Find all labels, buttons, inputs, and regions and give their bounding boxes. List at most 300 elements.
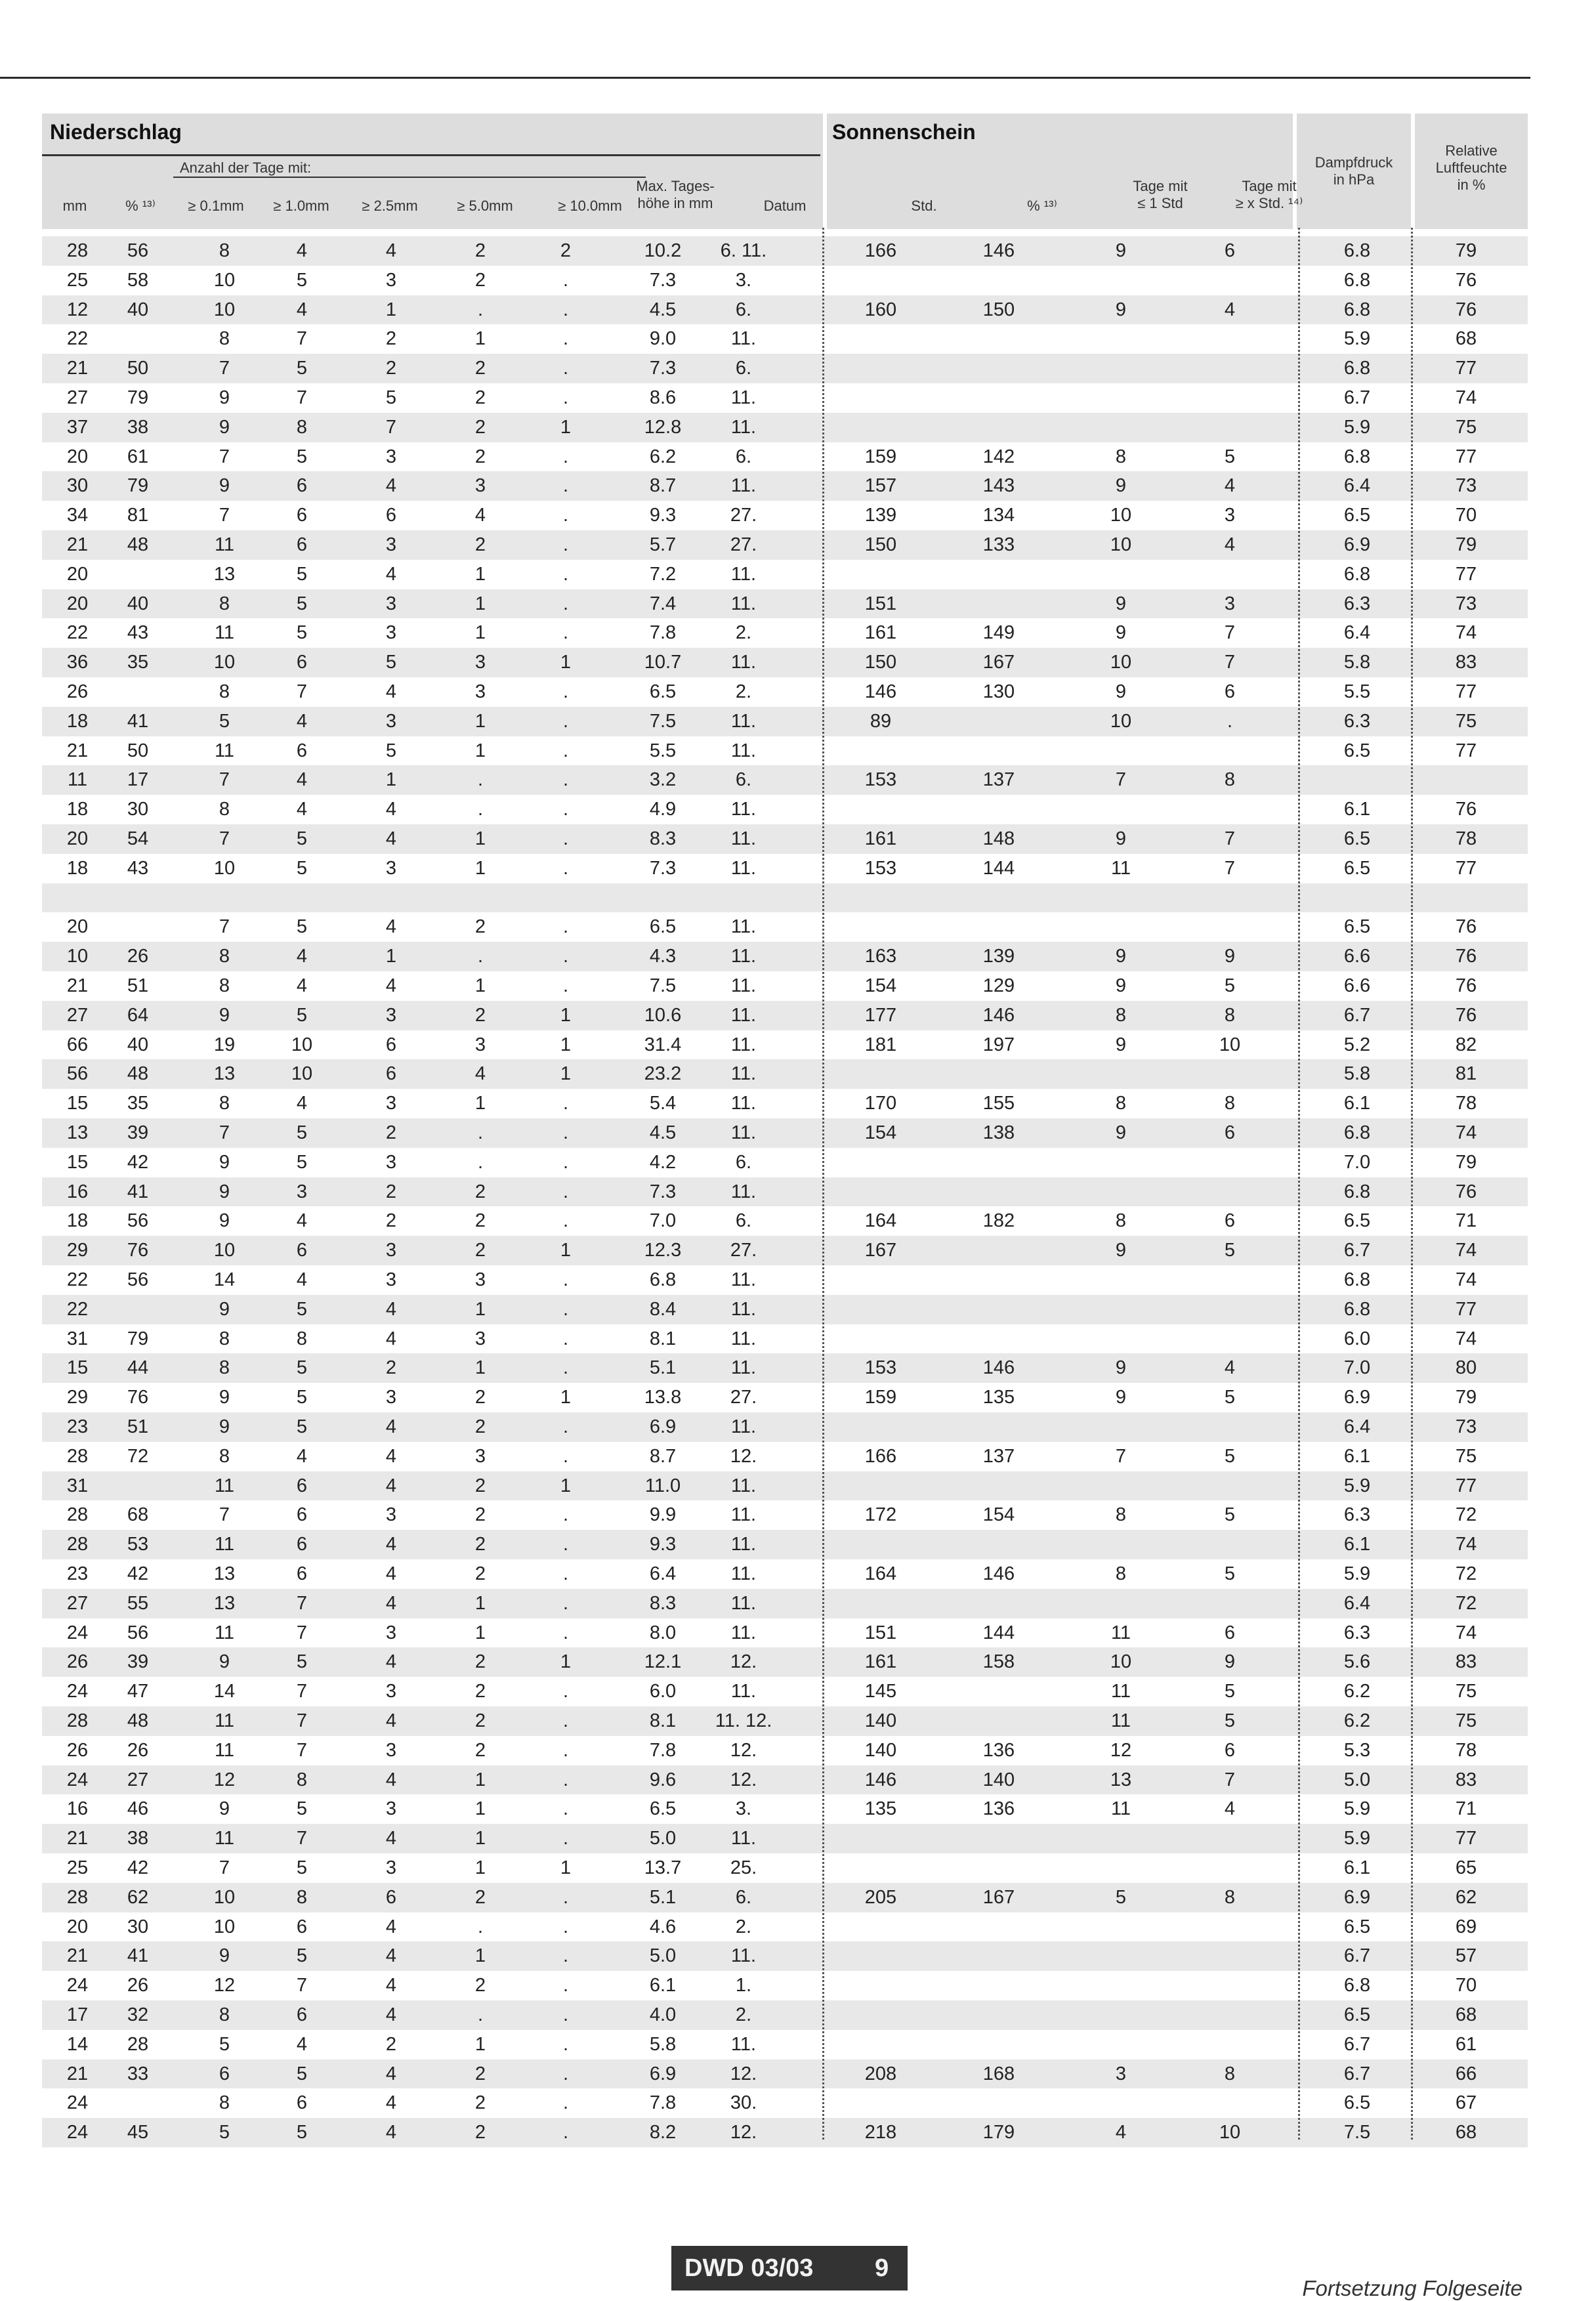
cell-sonne-pct xyxy=(959,1471,1038,1501)
cell-std: 160 xyxy=(864,299,897,320)
cell-ge-1-0: 5 xyxy=(296,446,308,467)
cell-pct xyxy=(98,883,177,913)
cell-tage-gex xyxy=(1190,1265,1269,1295)
cell-ge-2-5: 3 xyxy=(385,1681,397,1702)
cell-ge-2-5: 7 xyxy=(385,416,397,438)
cell-ge-0-1: 9 xyxy=(219,1651,230,1673)
cell-ge-5-0: 1 xyxy=(474,1828,486,1849)
cell-ge-2-5: 4 xyxy=(385,2092,397,2114)
cell-rel-feuchte: 75 xyxy=(1455,1710,1477,1731)
col-tage-gex-line2: ≥ x Std. ¹⁴⁾ xyxy=(1235,195,1303,211)
cell-dampfdruck: 5.9 xyxy=(1343,1475,1371,1496)
table-row xyxy=(42,1794,1528,1824)
cell-ge-5-0: 2 xyxy=(474,1534,486,1555)
cell-mm: 20 xyxy=(66,593,89,614)
cell-tage-le1 xyxy=(1082,1265,1160,1295)
cell-tage-gex xyxy=(1190,795,1269,824)
cell-datum: 6. xyxy=(735,1210,752,1232)
cell-pct: 42 xyxy=(127,1563,149,1584)
cell-mm: 24 xyxy=(66,1769,89,1790)
cell-tage-le1: 11 xyxy=(1110,1622,1131,1643)
cell-ge-0-1: 10 xyxy=(213,269,236,291)
cell-datum: 11. xyxy=(730,563,757,585)
cell-mm: 20 xyxy=(66,828,89,849)
cell-ge-5-0: 2 xyxy=(474,1886,486,1908)
cell-ge-2-5: 2 xyxy=(385,358,397,379)
cell-ge-10-0: . xyxy=(562,1357,569,1379)
table-row xyxy=(42,1412,1528,1442)
cell-std: 146 xyxy=(864,681,897,702)
cell-tage-le1: 4 xyxy=(1115,2122,1127,2143)
cell-max-tageshoehe: 6.9 xyxy=(649,2063,677,2084)
cell-mm: 20 xyxy=(66,1916,89,1937)
cell-ge-1-0: 7 xyxy=(296,1592,308,1614)
cell-tage-gex: 5 xyxy=(1224,1681,1236,1702)
cell-mm: 21 xyxy=(66,740,89,761)
cell-ge-1-0: 7 xyxy=(296,1739,308,1761)
cell-dampfdruck: 6.9 xyxy=(1343,534,1371,555)
cell-ge-0-1: 19 xyxy=(213,1034,236,1055)
cell-rel-feuchte: 71 xyxy=(1455,1798,1477,1820)
cell-ge-5-0: . xyxy=(477,1916,484,1937)
cell-ge-0-1: 5 xyxy=(219,710,230,732)
cell-max-tageshoehe: 5.7 xyxy=(649,534,677,555)
cell-std: 205 xyxy=(864,1886,897,1908)
cell-ge-5-0: 2 xyxy=(474,1004,486,1026)
cell-tage-le1: 9 xyxy=(1115,1034,1127,1055)
cell-mm: 22 xyxy=(66,328,89,350)
cell-ge-2-5: 4 xyxy=(385,1475,397,1496)
table-row xyxy=(42,765,1528,795)
cell-tage-le1: 3 xyxy=(1115,2063,1127,2084)
cell-ge-0-1: 7 xyxy=(219,1504,230,1526)
cell-std xyxy=(841,912,920,942)
cell-std: 166 xyxy=(864,240,897,261)
cell-mm: 14 xyxy=(66,2033,89,2055)
cell-max-tageshoehe: 31.4 xyxy=(644,1034,682,1055)
cell-mm: 26 xyxy=(66,681,89,702)
cell-ge-0-1: 9 xyxy=(219,1210,230,1232)
cell-dampfdruck: 7.5 xyxy=(1343,2122,1371,2143)
cell-pct: 56 xyxy=(127,1210,149,1232)
cell-max-tageshoehe: 12.3 xyxy=(644,1240,682,1261)
cell-ge-1-0: 4 xyxy=(296,710,308,732)
cell-tage-gex: 6 xyxy=(1224,1122,1236,1143)
cell-ge-2-5: 4 xyxy=(385,1534,397,1555)
cell-ge-1-0: 5 xyxy=(296,358,308,379)
cell-tage-le1: 9 xyxy=(1115,681,1127,702)
cell-tage-le1 xyxy=(1082,1971,1160,2000)
cell-tage-gex: 4 xyxy=(1224,534,1236,555)
cell-max-tageshoehe: 11.0 xyxy=(644,1475,681,1496)
cell-datum: 11. xyxy=(730,710,757,732)
cell-ge-5-0: 2 xyxy=(474,269,486,291)
cell-ge-1-0: 8 xyxy=(296,416,308,438)
cell-ge-0-1: 8 xyxy=(219,1445,230,1467)
cell-ge-1-0: 5 xyxy=(296,1357,308,1379)
cell-ge-10-0: . xyxy=(562,975,569,996)
col-ge-2-5: ≥ 2.5mm xyxy=(362,198,418,214)
cell-ge-10-0: . xyxy=(562,1622,569,1643)
cell-rel-feuchte: 67 xyxy=(1455,2092,1477,2114)
cell-ge-10-0: 1 xyxy=(560,1857,572,1878)
cell-ge-5-0: 2 xyxy=(474,1181,486,1202)
cell-mm: 29 xyxy=(66,1240,89,1261)
cell-max-tageshoehe: 10.6 xyxy=(644,1004,682,1026)
cell-tage-le1: 10 xyxy=(1110,652,1132,673)
cell-ge-2-5: 4 xyxy=(385,799,397,820)
cell-pct xyxy=(98,1471,177,1501)
cell-mm: 21 xyxy=(66,2063,89,2084)
cell-ge-5-0: 2 xyxy=(474,358,486,379)
cell-pct: 56 xyxy=(127,240,149,261)
cell-ge-1-0: 6 xyxy=(296,475,308,497)
cell-ge-1-0: 5 xyxy=(296,1122,308,1143)
cell-datum: 11. xyxy=(730,946,757,967)
cell-ge-0-1: 8 xyxy=(219,1093,230,1114)
cell-ge-2-5: 4 xyxy=(385,1298,397,1320)
cell-ge-10-0: 1 xyxy=(560,1475,572,1496)
cell-ge-1-0: 8 xyxy=(296,1328,308,1349)
cell-ge-2-5: 3 xyxy=(385,1004,397,1026)
cell-ge-2-5: 4 xyxy=(385,1328,397,1349)
cell-tage-le1 xyxy=(1082,1324,1160,1354)
cell-tage-gex: 7 xyxy=(1224,828,1236,849)
cell-dampfdruck: 5.9 xyxy=(1343,328,1371,350)
cell-tage-gex xyxy=(1190,266,1269,295)
cell-std: 139 xyxy=(864,505,897,526)
cell-dampfdruck: 6.1 xyxy=(1343,1445,1371,1467)
cell-std: 159 xyxy=(864,446,897,467)
cell-dampfdruck: 6.1 xyxy=(1343,799,1371,820)
cell-dampfdruck: 6.7 xyxy=(1343,387,1371,408)
cell-sonne-pct: 155 xyxy=(982,1093,1015,1114)
cell-mm: 15 xyxy=(66,1357,89,1379)
cell-datum: 3. xyxy=(735,269,752,291)
table-row xyxy=(42,471,1528,501)
cell-ge-10-0: . xyxy=(562,828,569,849)
cell-ge-0-1: 8 xyxy=(219,2092,230,2114)
cell-ge-10-0: . xyxy=(562,1592,569,1614)
cell-ge-2-5: 3 xyxy=(385,1269,397,1290)
cell-tage-le1: 11 xyxy=(1110,857,1131,879)
col-rel-line1: Relative xyxy=(1445,142,1498,159)
cell-ge-5-0: 2 xyxy=(474,2092,486,2114)
cell-ge-10-0: . xyxy=(562,1328,569,1349)
cell-tage-gex: . xyxy=(1227,710,1233,732)
table-row xyxy=(42,1030,1528,1060)
cell-sonne-pct: 136 xyxy=(982,1739,1015,1761)
cell-tage-le1 xyxy=(1082,383,1160,413)
cell-ge-10-0: 1 xyxy=(560,652,572,673)
cell-datum: 11. xyxy=(730,1328,757,1349)
cell-ge-1-0: 4 xyxy=(296,240,308,261)
cell-rel-feuchte: 75 xyxy=(1455,416,1477,438)
cell-rel-feuchte: 76 xyxy=(1455,1004,1477,1026)
table-row xyxy=(42,971,1528,1001)
cell-max-tageshoehe: 9.6 xyxy=(649,1769,677,1790)
cell-max-tageshoehe: 12.1 xyxy=(644,1651,682,1673)
cell-pct: 68 xyxy=(127,1504,149,1526)
cell-tage-gex xyxy=(1190,1177,1269,1207)
cell-ge-1-0: 7 xyxy=(296,1681,308,1702)
cell-std: 218 xyxy=(864,2122,897,2143)
cell-rel-feuchte: 78 xyxy=(1455,828,1477,849)
section-title-sonnenschein: Sonnenschein xyxy=(832,120,976,144)
cell-datum: 11. xyxy=(730,828,757,849)
cell-ge-5-0: 3 xyxy=(474,1269,486,1290)
table-row xyxy=(42,1706,1528,1736)
cell-tage-gex: 5 xyxy=(1224,1387,1236,1408)
cell-pct: 28 xyxy=(127,2033,149,2055)
table-row xyxy=(42,1971,1528,2000)
cell-tage-le1 xyxy=(1082,1412,1160,1442)
cell-tage-gex: 3 xyxy=(1224,593,1236,614)
cell-ge-10-0: . xyxy=(562,299,569,320)
cell-datum: 6. xyxy=(735,1151,752,1173)
cell-dampfdruck xyxy=(1318,765,1396,795)
cell-ge-0-1: 9 xyxy=(219,1298,230,1320)
cell-ge-5-0: 3 xyxy=(474,1328,486,1349)
cell-ge-5-0: 1 xyxy=(474,710,486,732)
cell-std: 208 xyxy=(864,2063,897,2084)
cell-ge-10-0: . xyxy=(562,1710,569,1731)
cell-ge-1-0: 4 xyxy=(296,1210,308,1232)
table-row xyxy=(42,1500,1528,1530)
cell-rel-feuchte: 76 xyxy=(1455,975,1477,996)
cell-tage-gex: 6 xyxy=(1224,1739,1236,1761)
cell-pct: 45 xyxy=(127,2122,149,2143)
subheader-rule xyxy=(173,177,646,178)
cell-rel-feuchte: 66 xyxy=(1455,2063,1477,2084)
cell-ge-5-0: 3 xyxy=(474,1445,486,1467)
cell-mm: 17 xyxy=(66,2004,89,2025)
cell-rel-feuchte: 74 xyxy=(1455,1534,1477,1555)
col-rel-line3: in % xyxy=(1457,177,1486,193)
cell-mm: 18 xyxy=(66,710,89,732)
cell-sonne-pct xyxy=(959,1295,1038,1324)
cell-ge-1-0: 7 xyxy=(296,681,308,702)
cell-mm: 21 xyxy=(66,975,89,996)
cell-tage-gex xyxy=(1190,1412,1269,1442)
cell-ge-2-5: 3 xyxy=(385,1857,397,1878)
col-tage-gex-line1: Tage mit xyxy=(1242,178,1297,194)
cell-rel-feuchte: 83 xyxy=(1455,1769,1477,1790)
cell-std: 167 xyxy=(864,1240,897,1261)
table-row xyxy=(42,1853,1528,1883)
cell-mm: 12 xyxy=(66,299,89,320)
cell-dampfdruck xyxy=(1318,883,1396,913)
cell-dampfdruck: 5.8 xyxy=(1343,1063,1371,1085)
cell-std xyxy=(841,560,920,589)
cell-ge-1-0: 5 xyxy=(296,593,308,614)
cell-pct: 35 xyxy=(127,1093,149,1114)
table-row xyxy=(42,1471,1528,1501)
cell-ge-1-0: 7 xyxy=(296,387,308,408)
cell-sonne-pct: 158 xyxy=(982,1651,1015,1673)
cell-ge-5-0: . xyxy=(477,1151,484,1173)
cell-pct: 50 xyxy=(127,740,149,761)
cell-ge-0-1: 10 xyxy=(213,652,236,673)
cell-dampfdruck: 6.1 xyxy=(1343,1093,1371,1114)
cell-ge-0-1: 13 xyxy=(213,1063,236,1085)
cell-dampfdruck: 5.9 xyxy=(1343,1828,1371,1849)
cell-datum: 11. xyxy=(730,1475,757,1496)
cell-ge-5-0: 2 xyxy=(474,1739,486,1761)
cell-ge-10-0: . xyxy=(562,505,569,526)
cell-sonne-pct xyxy=(959,1177,1038,1207)
cell-dampfdruck: 6.8 xyxy=(1343,1269,1371,1290)
cell-datum: 11. xyxy=(730,593,757,614)
table-row xyxy=(42,1530,1528,1559)
cell-mm: 24 xyxy=(66,2122,89,2143)
cell-datum: 6. xyxy=(735,299,752,320)
table-header xyxy=(42,114,1528,229)
table-row xyxy=(42,1765,1528,1795)
cell-ge-5-0: 1 xyxy=(474,1798,486,1820)
footer-badge xyxy=(671,2246,908,2290)
cell-tage-gex xyxy=(1190,1295,1269,1324)
table-row xyxy=(42,1118,1528,1148)
cell-pct: 40 xyxy=(127,1034,149,1055)
cell-dampfdruck: 6.5 xyxy=(1343,828,1371,849)
cell-mm: 28 xyxy=(66,1445,89,1467)
cell-dampfdruck: 6.8 xyxy=(1343,269,1371,291)
cell-max-tageshoehe: 7.5 xyxy=(649,975,677,996)
cell-pct: 58 xyxy=(127,269,149,291)
cell-pct: 46 xyxy=(127,1798,149,1820)
cell-tage-le1: 13 xyxy=(1110,1769,1132,1790)
cell-ge-5-0: 1 xyxy=(474,1298,486,1320)
cell-ge-10-0: . xyxy=(562,622,569,644)
cell-pct: 38 xyxy=(127,416,149,438)
cell-sonne-pct xyxy=(959,795,1038,824)
cell-std xyxy=(841,1059,920,1089)
cell-ge-10-0 xyxy=(526,883,605,913)
col-pct: % ¹³⁾ xyxy=(125,198,156,214)
cell-datum: 12. xyxy=(730,2063,757,2084)
cell-max-tageshoehe: 9.9 xyxy=(649,1504,677,1526)
cell-ge-5-0: . xyxy=(477,299,484,320)
cell-std: 151 xyxy=(864,1622,897,1643)
cell-sonne-pct: 138 xyxy=(982,1122,1015,1143)
cell-sonne-pct xyxy=(959,1059,1038,1089)
cell-ge-0-1: 5 xyxy=(219,2122,230,2143)
cell-sonne-pct: 135 xyxy=(982,1387,1015,1408)
cell-dampfdruck: 6.2 xyxy=(1343,1710,1371,1731)
cell-ge-10-0: 1 xyxy=(560,1387,572,1408)
cell-datum: 12. xyxy=(730,1739,757,1761)
cell-mm: 23 xyxy=(66,1563,89,1584)
cell-tage-gex xyxy=(1190,883,1269,913)
cell-ge-5-0: 1 xyxy=(474,1622,486,1643)
cell-pct: 62 xyxy=(127,1886,149,1908)
cell-std xyxy=(841,883,920,913)
cell-rel-feuchte: 57 xyxy=(1455,1945,1477,1967)
cell-ge-0-1: 11 xyxy=(214,1739,235,1761)
cell-ge-0-1: 9 xyxy=(219,1416,230,1437)
cell-sonne-pct: 144 xyxy=(982,857,1015,879)
cell-ge-5-0: 2 xyxy=(474,1563,486,1584)
cell-ge-10-0: . xyxy=(562,1916,569,1937)
cell-rel-feuchte: 61 xyxy=(1455,2033,1477,2055)
cell-dampfdruck: 6.5 xyxy=(1343,1916,1371,1937)
cell-std xyxy=(841,1177,920,1207)
cell-ge-0-1: 14 xyxy=(213,1269,236,1290)
cell-mm: 24 xyxy=(66,1681,89,1702)
cell-datum: 27. xyxy=(730,505,757,526)
cell-std: 153 xyxy=(864,857,897,879)
cell-sonne-pct: 146 xyxy=(982,1004,1015,1026)
cell-ge-1-0: 5 xyxy=(296,269,308,291)
cell-sonne-pct xyxy=(959,912,1038,942)
cell-ge-1-0: 6 xyxy=(296,652,308,673)
cell-sonne-pct xyxy=(959,1589,1038,1618)
cell-ge-0-1: 9 xyxy=(219,475,230,497)
cell-sonne-pct: 182 xyxy=(982,1210,1015,1232)
page-number: 9 xyxy=(875,2254,889,2282)
cell-tage-le1: 7 xyxy=(1115,769,1127,791)
cell-tage-le1 xyxy=(1082,1912,1160,1942)
cell-sonne-pct xyxy=(959,736,1038,766)
cell-datum: 11. xyxy=(730,740,757,761)
cell-datum: 30. xyxy=(730,2092,757,2114)
cell-ge-1-0: 8 xyxy=(296,1769,308,1790)
cell-ge-10-0: . xyxy=(562,1945,569,1967)
cell-pct: 72 xyxy=(127,1445,149,1467)
cell-dampfdruck: 6.1 xyxy=(1343,1534,1371,1555)
cell-datum: 11. xyxy=(730,1534,757,1555)
cell-tage-le1: 8 xyxy=(1115,1504,1127,1526)
cell-std xyxy=(841,1530,920,1559)
cell-std: 166 xyxy=(864,1445,897,1467)
cell-ge-2-5: 3 xyxy=(385,710,397,732)
cell-tage-le1: 9 xyxy=(1115,946,1127,967)
cell-ge-2-5: 4 xyxy=(385,1975,397,1996)
cell-rel-feuchte: 77 xyxy=(1455,563,1477,585)
cell-pct xyxy=(98,2088,177,2118)
cell-ge-1-0: 7 xyxy=(296,1710,308,1731)
cell-datum: 6. xyxy=(735,769,752,791)
cell-dampfdruck: 5.9 xyxy=(1343,1798,1371,1820)
cell-ge-1-0: 4 xyxy=(296,799,308,820)
cell-mm: 18 xyxy=(66,857,89,879)
cell-max-tageshoehe: 7.0 xyxy=(649,1210,677,1232)
cell-ge-0-1: 11 xyxy=(214,1622,235,1643)
cell-tage-gex: 8 xyxy=(1224,1004,1236,1026)
cell-pct xyxy=(98,1295,177,1324)
cell-tage-gex xyxy=(1190,1971,1269,2000)
cell-tage-gex xyxy=(1190,1589,1269,1618)
cell-sonne-pct: 167 xyxy=(982,652,1015,673)
cell-ge-1-0: 4 xyxy=(296,946,308,967)
cell-dampfdruck: 5.6 xyxy=(1343,1651,1371,1673)
cell-tage-gex: 4 xyxy=(1224,299,1236,320)
cell-std xyxy=(841,2088,920,2118)
cell-datum: 11. xyxy=(730,1093,757,1114)
cell-ge-2-5: 4 xyxy=(385,1945,397,1967)
cell-sonne-pct xyxy=(959,1912,1038,1942)
cell-std: 161 xyxy=(864,828,897,849)
cell-pct: 40 xyxy=(127,593,149,614)
cell-max-tageshoehe: 8.1 xyxy=(649,1710,677,1731)
cell-std xyxy=(841,1148,920,1177)
cell-ge-2-5: 4 xyxy=(385,1592,397,1614)
cell-rel-feuchte: 83 xyxy=(1455,1651,1477,1673)
cell-datum: 2. xyxy=(735,622,752,644)
cell-mm: 22 xyxy=(66,1269,89,1290)
cell-mm: 31 xyxy=(66,1475,89,1496)
